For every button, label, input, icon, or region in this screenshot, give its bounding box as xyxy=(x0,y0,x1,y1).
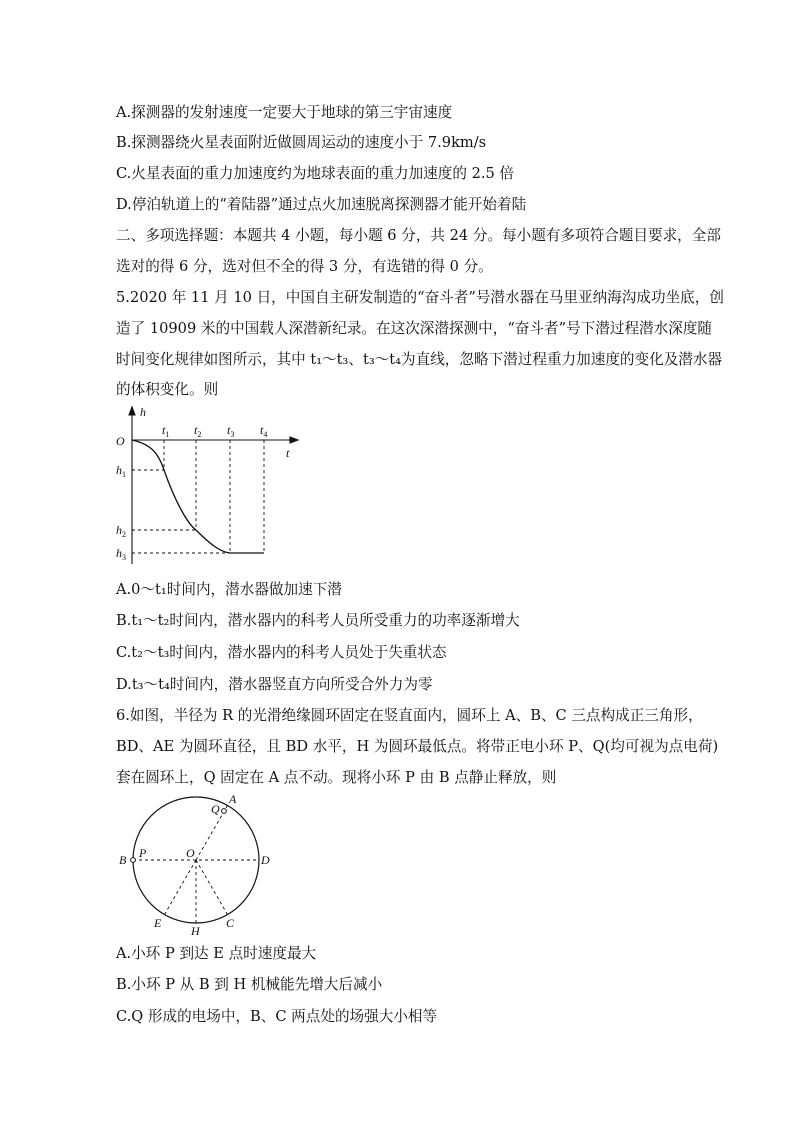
q6-option-a: A.小环 P 到达 E 点时速度最大 xyxy=(116,945,317,962)
q4-option-d: D.停泊轨道上的“着陆器”通过点火加速脱离探测器才能开始着陆 xyxy=(116,196,527,213)
q4-option-a: A.探测器的发射速度一定要大于地球的第三宇宙速度 xyxy=(116,104,453,121)
point-d-label: D xyxy=(261,853,270,867)
t4-label: $t_4$ xyxy=(260,423,268,439)
q5-option-b: B.t₁～t₂时间内，潜水器内的科考人员所受重力的功率逐渐增大 xyxy=(116,612,520,629)
point-q-label: Q xyxy=(211,802,220,816)
h-axis-arrow xyxy=(129,407,135,415)
point-e-label: E xyxy=(154,916,162,930)
t-axis-arrow xyxy=(290,437,298,443)
q5-depth-time-figure xyxy=(110,404,310,574)
q6-option-b: B.小环 P 从 B 到 H 机械能先增大后减小 xyxy=(116,976,383,993)
radius-oe xyxy=(165,860,197,915)
origin-label: O xyxy=(116,434,125,448)
depth-curve xyxy=(132,440,264,553)
q6-stem-line1: 6.如图，半径为 R 的光滑绝缘圆环固定在竖直面内，圆环上 A、B、C 三点构成正三角形， xyxy=(116,707,703,724)
q5-stem-line3: 时间变化规律如图所示，其中 t₁～t₃、t₃～t₄为直线，忽略下潜过程重力加速度的变化及潜水器 xyxy=(116,351,723,368)
q4-option-b: B.探测器绕火星表面附近做圆周运动的速度小于 7.9km/s xyxy=(116,134,487,151)
q5-option-d: D.t₃～t₄时间内，潜水器竖直方向所受合外力为零 xyxy=(116,676,433,693)
t1-label: $t_1$ xyxy=(162,423,170,439)
t3-label: $t_3$ xyxy=(227,423,235,439)
point-a-label: A xyxy=(229,792,237,806)
h2-label: $h_2$ xyxy=(116,523,126,539)
q6-stem-line2: BD、AE 为圆环直径，且 BD 水平，H 为圆环最低点。将带正电小环 P、Q(均可视为点电荷) xyxy=(116,738,719,755)
q6-option-c: C.Q 形成的电场中，B、C 两点处的场强大小相等 xyxy=(116,1008,438,1025)
point-b-label: B xyxy=(119,853,127,867)
radius-oc xyxy=(196,860,228,915)
section2-heading-line2: 选对的得 6 分，选对但不全的得 3 分，有选错的得 0 分。 xyxy=(116,258,493,275)
q4-option-c: C.火星表面的重力加速度约为地球表面的重力加速度的 2.5 倍 xyxy=(116,165,515,182)
h3-label: $h_3$ xyxy=(116,546,126,562)
q5-stem-line1: 5.2020 年 11 月 10 日，中国自主研发制造的“奋斗者”号潜水器在马里亚纳海沟成功坐底，创 xyxy=(116,289,724,306)
q5-option-c: C.t₂～t₃时间内，潜水器内的科考人员处于失重状态 xyxy=(116,644,447,661)
section2-heading-line1: 二、多项选择题：本题共 4 小题，每小题 6 分，共 24 分。每小题有多项符合题目要求，全部 xyxy=(116,227,721,244)
h1-label: $h_1$ xyxy=(116,463,126,479)
ring-p-marker xyxy=(131,858,136,863)
point-o-label: O xyxy=(186,846,195,860)
q5-stem-line4: 的体积变化。则 xyxy=(116,381,219,398)
t2-label: $t_2$ xyxy=(194,423,202,439)
point-c-label: C xyxy=(226,916,235,930)
t-axis-label: t xyxy=(286,446,290,460)
q5-option-a: A.0～t₁时间内，潜水器做加速下潜 xyxy=(116,581,342,598)
q6-ring-figure xyxy=(112,790,282,940)
q5-stem-line2: 造了 10909 米的中国载人深潜新纪录。在这次深潜探测中，“奋斗者”号下潜过程潜水深度随 xyxy=(116,320,713,337)
h-axis-label: h xyxy=(140,405,146,419)
ring-q-marker xyxy=(222,809,227,814)
point-h-label: H xyxy=(191,924,200,938)
point-p-label: P xyxy=(139,846,147,860)
q6-stem-line3: 套在圆环上，Q 固定在 A 点不动。现将小环 P 由 B 点静止释放，则 xyxy=(116,769,557,786)
